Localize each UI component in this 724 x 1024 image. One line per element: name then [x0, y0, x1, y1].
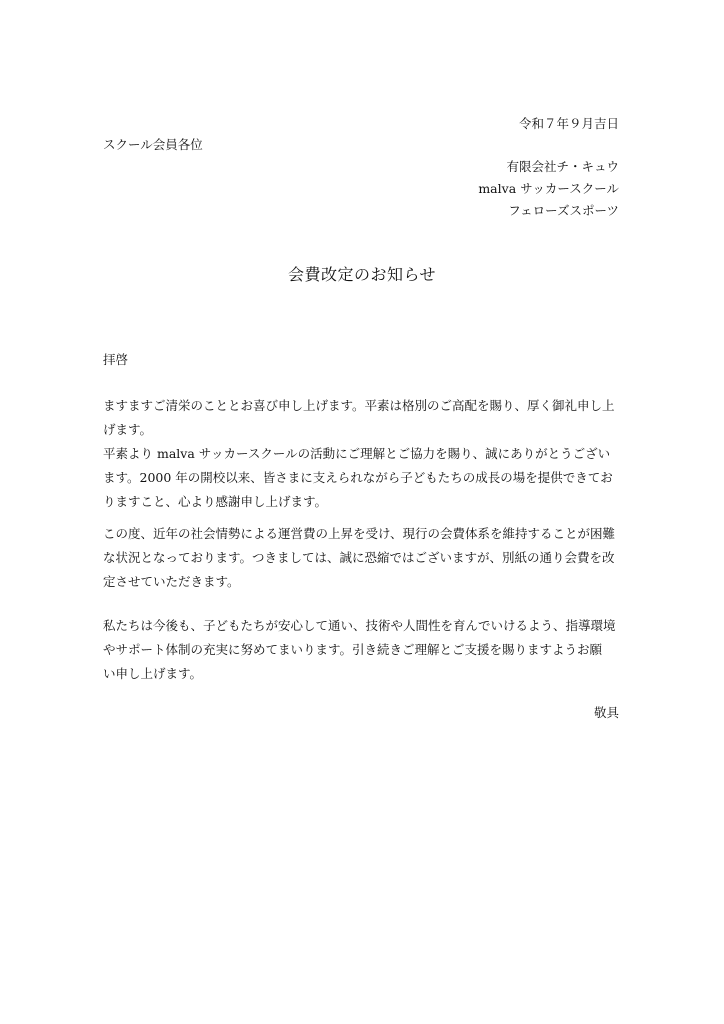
paragraph-line: やサポート体制の充実に努めてまいります。引き続きご理解とご支援を賜りますようお願: [103, 642, 603, 657]
paragraph-line: い申し上げます。: [103, 666, 203, 681]
recipient: スクール会員各位: [103, 137, 203, 152]
paragraph-line: この度、近年の社会情勢による運営費の上昇を受け、現行の会費体系を維持することが困難: [103, 526, 616, 541]
paragraph-line: げます。: [103, 422, 153, 437]
sender-company: 有限会社チ・キュウ: [506, 159, 619, 174]
paragraph-line: ます。2000 年の開校以来、皆さまに支えられながら子どもたちの成長の場を提供できてお: [103, 470, 613, 485]
paragraph-1: [103, 394, 623, 514]
letter-date: 令和７年９月吉日: [518, 116, 619, 131]
document-title: 会費改定のお知らせ: [287, 265, 437, 284]
opening-salutation: 拝啓: [103, 352, 129, 367]
paragraph-line: ますますご清栄のこととお喜び申し上げます。平素は格別のご高配を賜り、厚く御礼申し上: [103, 398, 615, 413]
paragraph-line: りますこと、心より感謝申し上げます。: [103, 494, 328, 509]
paragraph-line: な状況となっております。つきましては、誠に恐縮ではございますが、別紙の通り会費を改: [103, 550, 615, 565]
sender-sports: フェローズスポーツ: [508, 203, 619, 218]
paragraph-line: 定させていただきます。: [103, 574, 240, 589]
closing-salutation: 敬具: [593, 705, 619, 720]
paragraph-2: [103, 522, 623, 594]
sender-school: malva サッカースクール: [478, 181, 619, 196]
paragraph-line: 私たちは今後も、子どもたちが安心して通い、技術や人間性を育んでいけるよう、指導環境: [103, 618, 616, 633]
paragraph-3: [103, 614, 623, 686]
paragraph-line: 平素より malva サッカースクールの活動にご理解とご協力を賜り、誠にありがとうござい: [103, 446, 611, 461]
